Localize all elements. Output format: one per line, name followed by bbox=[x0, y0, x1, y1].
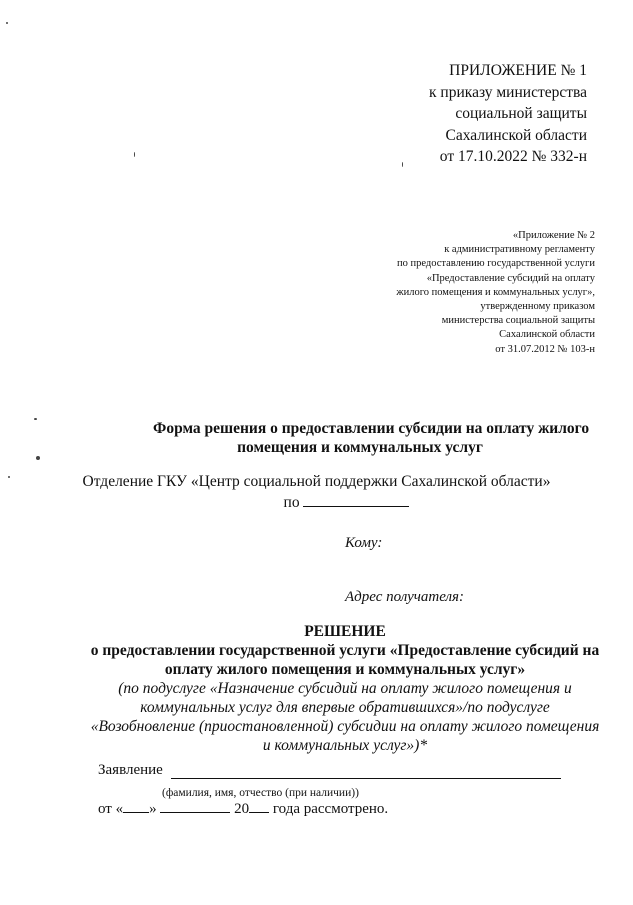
application-block bbox=[98, 762, 598, 799]
applicant-name-blank bbox=[171, 764, 561, 779]
form-title-line: помещения и коммунальных услуг bbox=[237, 439, 483, 456]
regulation-line: от 31.07.2012 № 103-н bbox=[495, 343, 595, 355]
appendix-line: к приказу министерства bbox=[429, 83, 587, 101]
form-title bbox=[120, 419, 600, 457]
regulation-line: к административному регламенту bbox=[444, 244, 595, 256]
applicant-name-hint: (фамилия, имя, отчество (при наличии)) bbox=[162, 787, 359, 799]
scan-speck bbox=[134, 152, 135, 157]
regulation-appendix-header bbox=[396, 229, 595, 357]
month-blank bbox=[160, 799, 230, 813]
appendix-line: социальной защиты bbox=[455, 105, 587, 122]
year-blank bbox=[249, 799, 269, 813]
decision-subservice-line: и коммунальных услуг»)* bbox=[262, 737, 428, 754]
regulation-line: Сахалинской области bbox=[499, 329, 595, 341]
regulation-line: министерства социальной защиты bbox=[441, 315, 595, 327]
scan-speck bbox=[36, 456, 40, 460]
appendix-date: от 17.10.2022 № 332-н bbox=[439, 148, 587, 165]
regulation-line: утвержденному приказом bbox=[480, 301, 595, 313]
application-date-row bbox=[98, 799, 388, 818]
scan-speck bbox=[8, 476, 10, 478]
scan-speck bbox=[6, 22, 8, 24]
scan-speck bbox=[402, 162, 403, 167]
regulation-line: по предоставлению государственной услуги bbox=[397, 258, 595, 270]
year-prefix: 20 bbox=[234, 801, 250, 817]
recipient-to-label: Кому: bbox=[345, 535, 383, 551]
organization-branch-line bbox=[0, 492, 633, 513]
organization-branch-blank bbox=[303, 492, 409, 507]
decision-subservice-line: «Возобновление (приостановленной) субсидии на оплату жилого помещения bbox=[90, 718, 600, 735]
appendix-line: Сахалинской области bbox=[445, 126, 587, 144]
regulation-line: жилого помещения и коммунальных услуг», bbox=[396, 286, 595, 298]
organization-by-label: по bbox=[283, 494, 300, 511]
regulation-line: «Приложение № 2 bbox=[512, 230, 595, 241]
date-quote-close: » bbox=[149, 801, 157, 817]
form-title-line: Форма решения о предоставлении субсидии на оплату жилого bbox=[153, 420, 590, 437]
date-suffix: года рассмотрено. bbox=[272, 801, 389, 817]
decision-subservice-line: (по подуслуге «Назначение субсидий на оплату жилого помещения и bbox=[118, 680, 572, 697]
appendix-number: ПРИЛОЖЕНИЕ № 1 bbox=[449, 62, 587, 79]
decision-block bbox=[80, 622, 610, 755]
organization-block bbox=[0, 472, 633, 513]
regulation-line: «Предоставление субсидий на оплату bbox=[426, 272, 595, 284]
decision-line: оплату жилого помещения и коммунальных услуг» bbox=[164, 661, 526, 678]
recipient-address-label: Адрес получателя: bbox=[345, 589, 465, 605]
scan-speck bbox=[34, 418, 37, 420]
organization-name: Отделение ГКУ «Центр социальной поддержки Сахалинской области» bbox=[82, 473, 551, 490]
appendix-header bbox=[429, 60, 587, 168]
day-blank bbox=[123, 799, 149, 813]
application-row bbox=[98, 762, 598, 779]
date-prefix: от « bbox=[98, 801, 124, 817]
decision-subservice-line: коммунальных услуг для впервые обратившихся»/по подуслуге bbox=[140, 699, 550, 716]
decision-heading: РЕШЕНИЕ bbox=[304, 623, 386, 640]
decision-line: о предоставлении государственной услуги «Предоставление субсидий на bbox=[90, 642, 600, 659]
application-label: Заявление bbox=[98, 762, 163, 778]
